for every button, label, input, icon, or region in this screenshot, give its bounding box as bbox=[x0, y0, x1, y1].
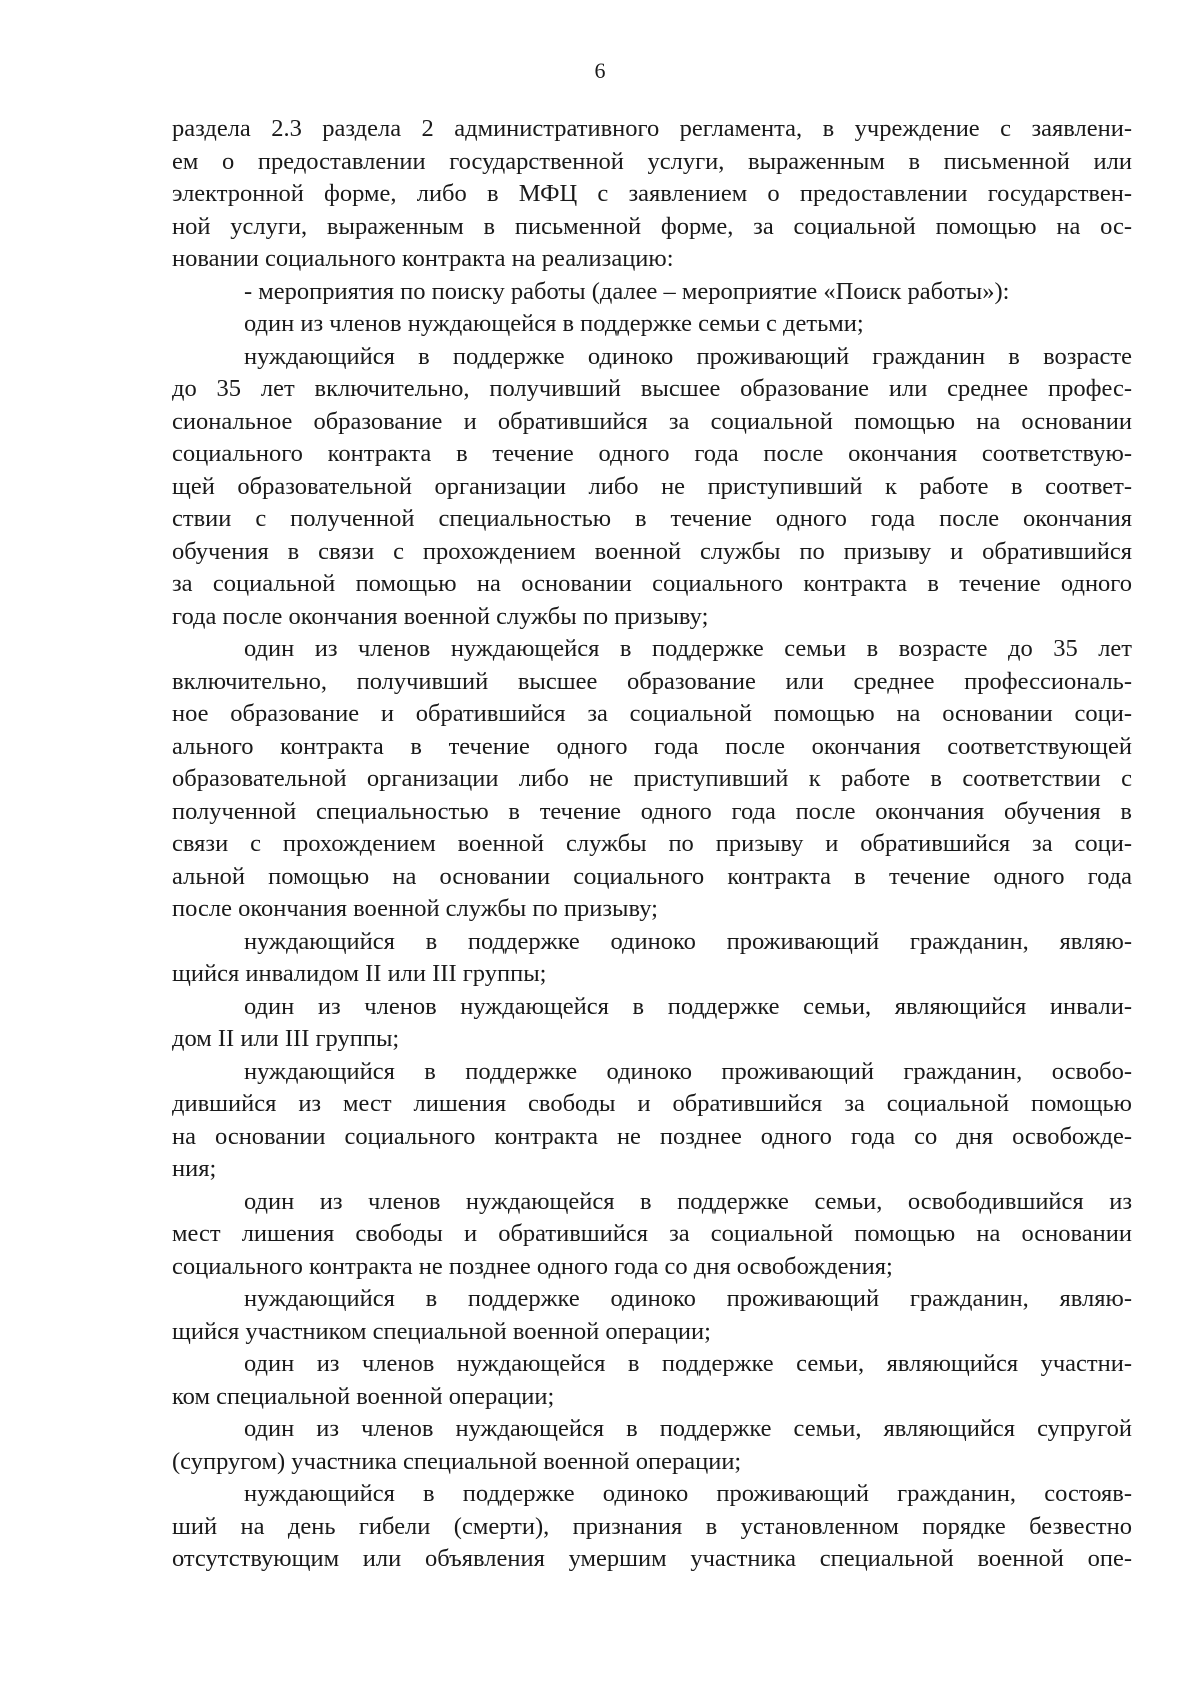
text-line: один из членов нуждающейся в поддержке семьи, являющийся участни- bbox=[244, 1350, 1132, 1377]
text-line: за социальной помощью на основании социального контракта в течение одного bbox=[172, 570, 1132, 597]
body-text bbox=[172, 113, 1132, 1576]
text-line: щийся участником специальной военной операции; bbox=[172, 1317, 711, 1345]
text-line: дившийся из мест лишения свободы и обратившийся за социальной помощью bbox=[172, 1090, 1132, 1117]
text-line: нуждающийся в поддержке одиноко проживающий гражданин, являю- bbox=[244, 927, 1132, 955]
text-line: ное образование и обратившийся за социальной помощью на основании соци- bbox=[172, 700, 1132, 727]
text-line: до 35 лет включительно, получивший высшее образование или среднее профес- bbox=[172, 375, 1132, 402]
text-line: нуждающийся в поддержке одиноко проживающий гражданин в возрасте bbox=[244, 342, 1132, 370]
text-line: - мероприятия по поиску работы (далее – мероприятие «Поиск работы»): bbox=[244, 277, 1010, 305]
text-line: альной помощью на основании социального контракта в течение одного года bbox=[172, 862, 1132, 890]
text-line: нуждающийся в поддержке одиноко проживающий гражданин, состояв- bbox=[244, 1480, 1132, 1507]
text-line: нуждающийся в поддержке одиноко проживающий гражданин, являю- bbox=[244, 1285, 1132, 1312]
text-line: щей образовательной организации либо не приступивший к работе в соответ- bbox=[172, 472, 1132, 500]
text-line: ния; bbox=[172, 1155, 217, 1182]
text-line: раздела 2.3 раздела 2 административного регламента, в учреждение с заявлени- bbox=[172, 115, 1132, 142]
text-line: мест лишения свободы и обратившийся за социальной помощью на основании bbox=[172, 1220, 1132, 1247]
text-line: социального контракта не позднее одного года со дня освобождения; bbox=[172, 1252, 893, 1280]
text-line: сиональное образование и обратившийся за социальной помощью на основании bbox=[172, 407, 1132, 435]
text-line: ствии с полученной специальностью в течение одного года после окончания bbox=[172, 505, 1132, 532]
text-line: дом II или III группы; bbox=[172, 1025, 400, 1052]
text-line: ального контракта в течение одного года после окончания соответствующей bbox=[172, 732, 1132, 760]
text-line: ной услуги, выраженным в письменной форме, за социальной помощью на ос- bbox=[172, 212, 1132, 240]
text-line: после окончания военной службы по призыву; bbox=[172, 895, 658, 922]
text-line: электронной форме, либо в МФЦ с заявлением о предоставлении государствен- bbox=[172, 180, 1132, 207]
text-line: (супругом) участника специальной военной операции; bbox=[172, 1447, 742, 1475]
text-line: один из членов нуждающейся в поддержке семьи в возрасте до 35 лет bbox=[244, 635, 1132, 662]
text-line: года после окончания военной службы по призыву; bbox=[172, 602, 709, 630]
text-line: нуждающийся в поддержке одиноко проживающий гражданин, освобо- bbox=[244, 1057, 1132, 1085]
text-line: один из членов нуждающейся в поддержке семьи с детьми; bbox=[244, 310, 864, 337]
text-line: образовательной организации либо не приступивший к работе в соответствии с bbox=[172, 765, 1132, 792]
text-line: новании социального контракта на реализацию: bbox=[172, 245, 674, 272]
text-line: полученной специальностью в течение одного года после окончания обучения в bbox=[172, 797, 1132, 825]
page-number: 6 bbox=[594, 58, 606, 83]
text-line: один из членов нуждающейся в поддержке семьи, являющийся супругой bbox=[244, 1415, 1132, 1442]
text-line: на основании социального контракта не позднее одного года со дня освобожде- bbox=[172, 1122, 1132, 1150]
text-line: один из членов нуждающейся в поддержке семьи, являющийся инвали- bbox=[244, 992, 1132, 1020]
text-line: ком специальной военной операции; bbox=[172, 1382, 555, 1410]
text-line: один из членов нуждающейся в поддержке семьи, освободившийся из bbox=[244, 1187, 1132, 1215]
text-line: ший на день гибели (смерти), признания в установленном порядке безвестно bbox=[172, 1512, 1132, 1540]
text-line: ем о предоставлении государственной услуги, выраженным в письменной или bbox=[172, 147, 1132, 175]
text-line: социального контракта в течение одного года после окончания соответствую- bbox=[172, 440, 1132, 467]
text-line: отсутствующим или объявления умершим участника специальной военной опе- bbox=[172, 1545, 1132, 1572]
text-line: обучения в связи с прохождением военной службы по призыву и обратившийся bbox=[172, 537, 1132, 565]
text-line: связи с прохождением военной службы по призыву и обратившийся за соци- bbox=[172, 830, 1132, 857]
text-line: щийся инвалидом II или III группы; bbox=[172, 960, 547, 987]
text-line: включительно, получивший высшее образование или среднее профессиональ- bbox=[172, 667, 1132, 695]
